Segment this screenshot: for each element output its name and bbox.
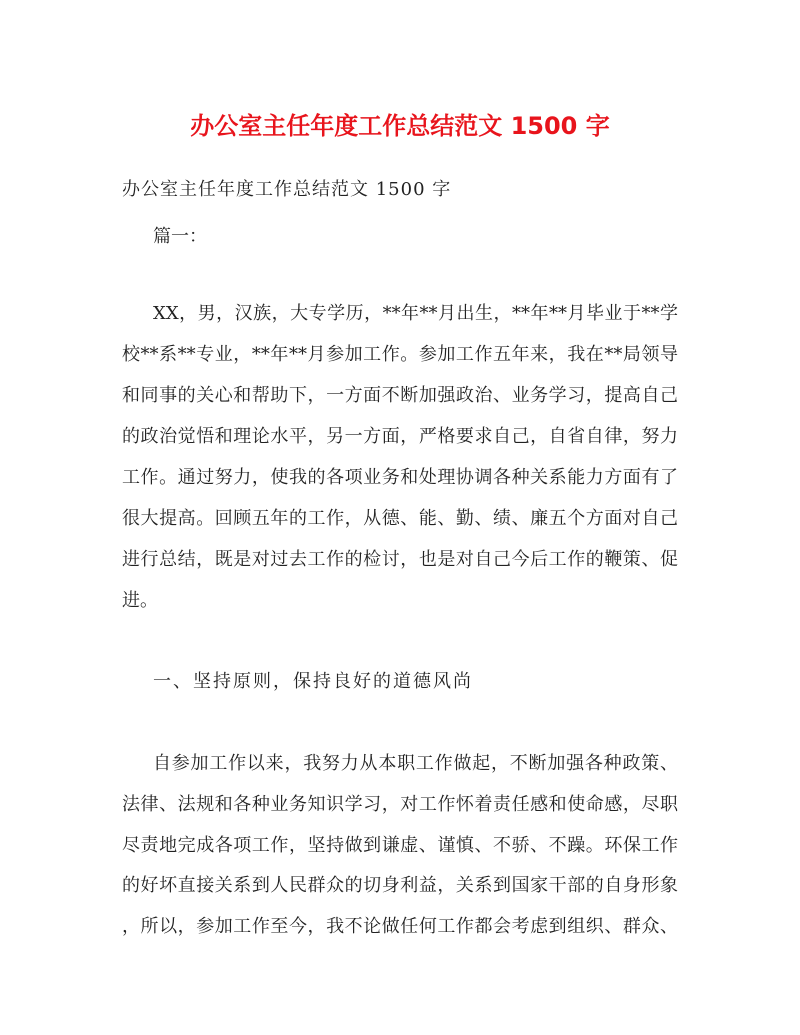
part-label: 篇一： [153, 226, 207, 247]
paragraph-line: 校**系**专业，**年**月参加工作。参加工作五年来，我在**局领导 [122, 344, 678, 365]
paragraph-line: 自参加工作以来，我努力从本职工作做起，不断加强各种政策、 [153, 753, 678, 774]
paragraph-line: 的好坏直接关系到人民群众的切身利益，关系到国家干部的自身形象 [122, 875, 678, 896]
paragraph-line: 的政治觉悟和理论水平，另一方面，严格要求自己，自省自律，努力 [122, 426, 678, 447]
section-heading: 一、坚持原则，保持良好的道德风尚 [153, 671, 473, 692]
paragraph-line: 和同事的关心和帮助下，一方面不断加强政治、业务学习，提高自己 [122, 385, 678, 406]
paragraph-line: 进行总结，既是对过去工作的检讨，也是对自己今后工作的鞭策、促 [122, 549, 678, 570]
document-title: 办公室主任年度工作总结范文 1500 字 [190, 112, 610, 140]
document-subtitle: 办公室主任年度工作总结范文 1500 字 [122, 179, 452, 200]
paragraph-line: ，所以，参加工作至今，我不论做任何工作都会考虑到组织、群众、 [122, 916, 678, 937]
paragraph-line: XX，男，汉族，大专学历，**年**月出生，**年**月毕业于**学 [153, 303, 678, 324]
paragraph-line: 尽责地完成各项工作，坚持做到谦虚、谨慎、不骄、不躁。环保工作 [122, 835, 678, 856]
paragraph-line: 进。 [122, 590, 158, 611]
paragraph-line: 工作。通过努力，使我的各项业务和处理协调各种关系能力方面有了 [122, 467, 678, 488]
paragraph-line: 很大提高。回顾五年的工作，从德、能、勤、绩、廉五个方面对自己 [122, 508, 678, 529]
paragraph-line: 法律、法规和各种业务知识学习，对工作怀着责任感和使命感，尽职 [122, 794, 678, 815]
